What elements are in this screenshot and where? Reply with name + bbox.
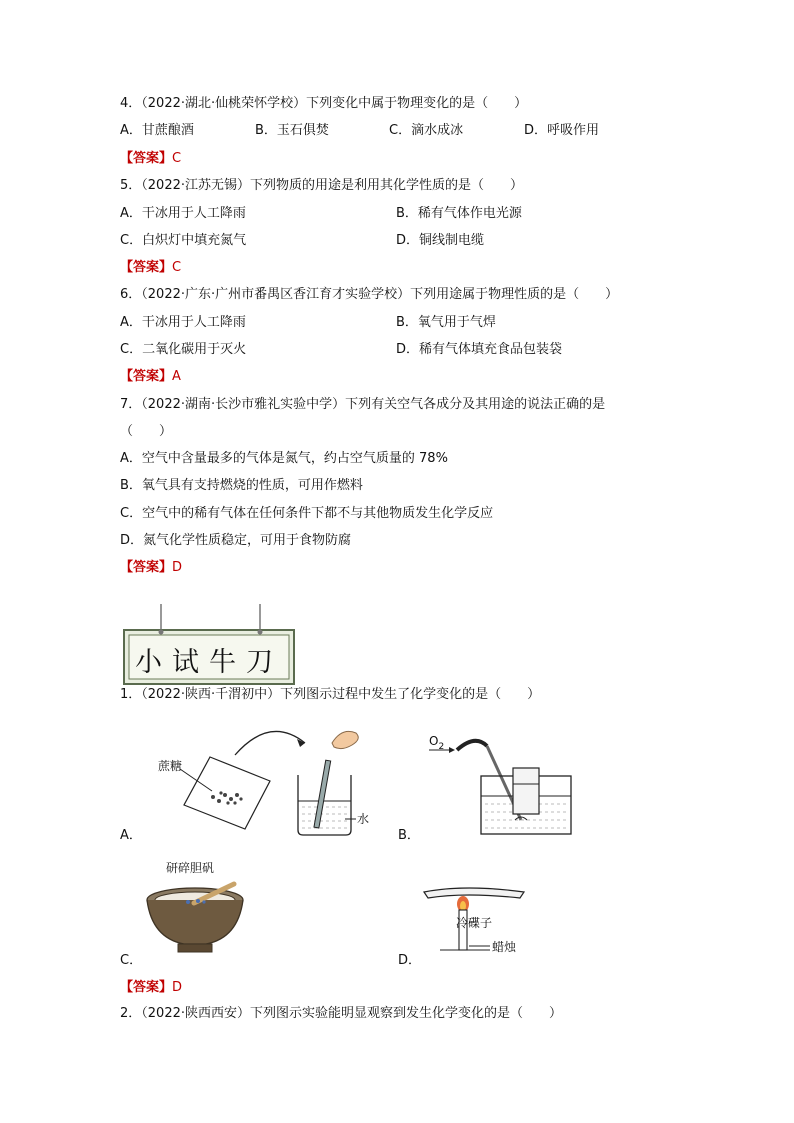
question-7-stem: 7．（2022·湖南·长沙市雅礼实验中学）下列有关空气各成分及其用途的说法正确的是	[120, 397, 606, 412]
answer-tag: 【答案】	[120, 560, 173, 575]
p1-option-b: B．	[398, 828, 420, 843]
figure-c-mortar	[140, 858, 250, 958]
q5-option-b: B．稀有气体作电光源	[396, 206, 522, 221]
question-4-stem: 4．（2022·湖北·仙桃荣怀学校）下列变化中属于物理变化的是（ ）	[120, 96, 528, 111]
q7-answer	[120, 559, 182, 577]
q5-option-a: A．干冰用于人工降雨	[120, 206, 246, 221]
answer-tag: 【答案】	[120, 151, 173, 166]
answer-value: A	[172, 369, 181, 384]
q7-option-d: D．氮气化学性质稳定，可用于食物防腐	[120, 533, 352, 548]
question-5-stem: 5．（2022·江苏无锡）下列物质的用途是利用其化学性质的是（ ）	[120, 178, 523, 193]
label-crush-chalcanthite: 研碎胆矾	[166, 861, 215, 875]
label-water: 水	[357, 812, 370, 826]
p1-answer	[120, 979, 182, 997]
q4-option-d: D．呼吸作用	[524, 123, 600, 138]
p1-option-a: A．	[120, 828, 142, 843]
practice-1-stem: 1．（2022·陕西·千渭初中）下列图示过程中发生了化学变化的是（ ）	[120, 687, 541, 702]
q4-option-a: A．甘蔗酿酒	[120, 123, 194, 138]
question-7-stem-cont: （ ）	[120, 424, 173, 439]
figure-a-dissolve-sugar	[140, 715, 390, 840]
answer-tag: 【答案】	[120, 980, 173, 995]
figure-b-gas-collection	[425, 728, 575, 840]
practice-2-stem: 2．（2022·陕西西安）下列图示实验能明显观察到发生化学变化的是（ ）	[120, 1006, 562, 1021]
label-cold-plate: 冷碟子	[456, 916, 493, 930]
answer-tag: 【答案】	[120, 369, 173, 384]
q6-option-a: A．干冰用于人工降雨	[120, 315, 246, 330]
label-oxygen: $O_2$	[429, 734, 445, 752]
q4-option-c: C．滴水成冰	[389, 123, 464, 138]
p1-option-c: C．	[120, 953, 143, 968]
q6-option-b: B．氧气用于气焊	[396, 315, 496, 330]
figure-d-candle-plate	[420, 880, 550, 960]
q5-option-d: D．铜线制电缆	[396, 233, 485, 248]
q7-option-a: A．空气中含量最多的气体是氮气，约占空气质量的 78%	[120, 451, 448, 466]
answer-value: D	[172, 980, 183, 995]
label-candle: 蜡烛	[492, 940, 517, 954]
q6-option-d: D．稀有气体填充食品包装袋	[396, 342, 563, 357]
q6-answer	[120, 368, 181, 386]
q4-answer	[120, 150, 181, 168]
q5-option-c: C．白炽灯中填充氮气	[120, 233, 247, 248]
answer-value: D	[172, 560, 183, 575]
q4-option-b: B．玉石俱焚	[255, 123, 329, 138]
q6-option-c: C．二氧化碳用于灭火	[120, 342, 247, 357]
p1-option-d: D．	[398, 953, 422, 968]
question-6-stem: 6．（2022·广东·广州市番禺区香江育才实验学校）下列用途属于物理性质的是（ ）	[120, 287, 619, 302]
answer-value: C	[172, 260, 182, 275]
section-banner	[123, 604, 295, 686]
q7-option-b: B．氧气具有支持燃烧的性质，可用作燃料	[120, 478, 363, 493]
answer-tag: 【答案】	[120, 260, 173, 275]
answer-value: C	[172, 151, 182, 166]
q5-answer	[120, 259, 181, 277]
banner-title: 小试牛刀	[135, 647, 283, 678]
q7-option-c: C．空气中的稀有气体在任何条件下都不与其他物质发生化学反应	[120, 506, 494, 521]
label-sugar: 蔗糖	[158, 759, 183, 773]
